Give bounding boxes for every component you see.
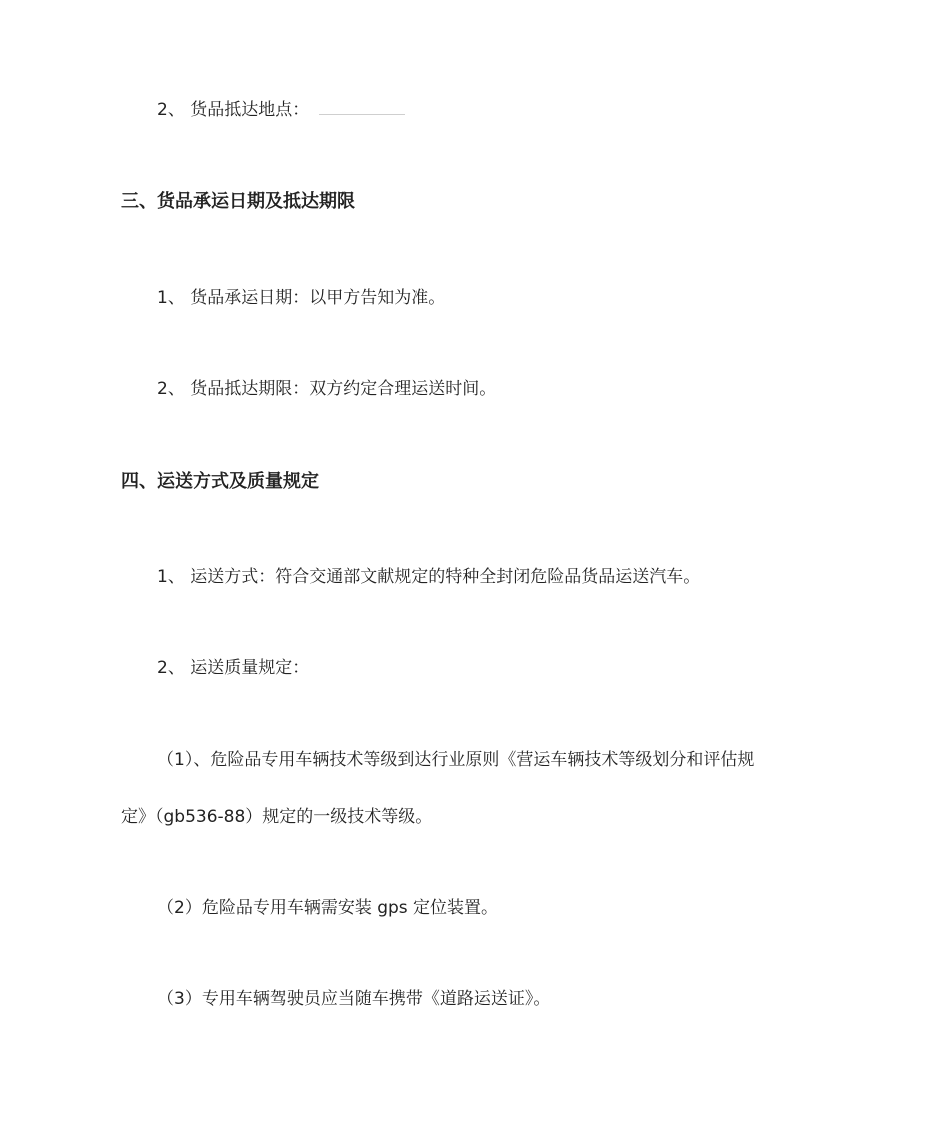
item-transport-quality: 2、 运送质量规定： <box>157 658 310 678</box>
item-delivery-location <box>157 99 405 121</box>
item-transport-method: 1、 运送方式：符合交通部文献规定的特种全封闭危险品货品运送汽车。 <box>157 567 701 587</box>
item-delivery-location-text: 2、 货品抵达地点： <box>157 100 310 120</box>
delivery-location-blank-line <box>319 114 405 115</box>
item-shipping-date: 1、 货品承运日期：以甲方告知为准。 <box>157 288 446 308</box>
quality-clause-1-line-1: （1）、危险品专用车辆技术等级到达行业原则《营运车辆技术等级划分和评估规 <box>157 750 755 770</box>
quality-clause-3: （3）专用车辆驾驶员应当随车携带《道路运送证》。 <box>157 989 551 1009</box>
quality-clause-1-line-2: 定》（gb536-88）规定的一级技术等级。 <box>121 807 433 827</box>
item-arrival-deadline: 2、 货品抵达期限：双方约定合理运送时间。 <box>157 379 497 399</box>
section-heading-3: 三、货品承运日期及抵达期限 <box>121 191 355 212</box>
quality-clause-2: （2）危险品专用车辆需安装 gps 定位装置。 <box>157 898 499 918</box>
section-heading-4: 四、运送方式及质量规定 <box>121 471 319 492</box>
